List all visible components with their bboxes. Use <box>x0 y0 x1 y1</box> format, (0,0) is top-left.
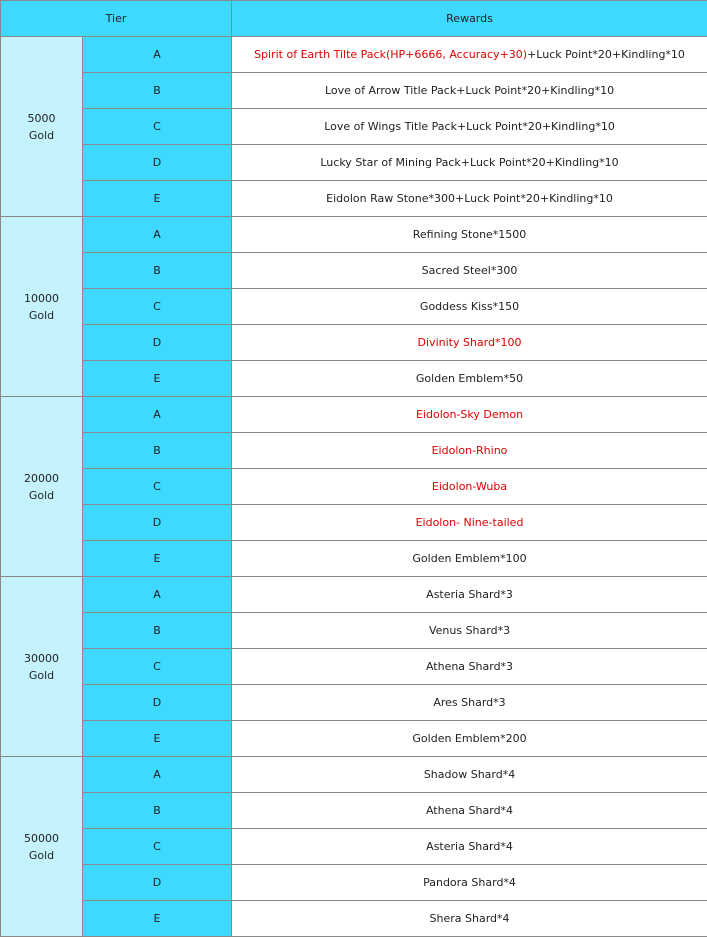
reward-text: Refining Stone*1500 <box>413 228 527 241</box>
table-row <box>1 73 707 109</box>
reward-text: Love of Wings Title Pack+Luck Point*20+Kindling*10 <box>324 120 615 133</box>
sub-tier-cell: A <box>83 757 232 793</box>
sub-tier-cell: B <box>83 793 232 829</box>
sub-tier-cell: C <box>83 109 232 145</box>
tier-unit: Gold <box>1 127 82 144</box>
tier-cell <box>1 397 83 577</box>
table-row <box>1 721 707 757</box>
reward-text: Lucky Star of Mining Pack+Luck Point*20+Kindling*10 <box>320 156 618 169</box>
sub-tier-cell: E <box>83 721 232 757</box>
table-row <box>1 397 707 433</box>
reward-text-highlight: Eidolon-Sky Demon <box>416 408 523 421</box>
reward-text-highlight: Divinity Shard*100 <box>418 336 522 349</box>
reward-cell <box>232 649 707 685</box>
table-row <box>1 217 707 253</box>
sub-tier-cell: C <box>83 289 232 325</box>
sub-tier-cell: A <box>83 577 232 613</box>
sub-tier-cell: C <box>83 469 232 505</box>
sub-tier-cell: D <box>83 865 232 901</box>
reward-text: Shadow Shard*4 <box>424 768 515 781</box>
table-row <box>1 289 707 325</box>
reward-cell <box>232 757 707 793</box>
sub-tier-cell: C <box>83 829 232 865</box>
table-body <box>1 37 707 937</box>
tier-unit: Gold <box>1 847 82 864</box>
tier-unit: Gold <box>1 667 82 684</box>
reward-cell <box>232 289 707 325</box>
table-header <box>1 1 707 37</box>
sub-tier-cell: B <box>83 253 232 289</box>
reward-text: Athena Shard*3 <box>426 660 513 673</box>
reward-cell <box>232 145 707 181</box>
reward-text: Asteria Shard*3 <box>426 588 513 601</box>
reward-text: Golden Emblem*50 <box>416 372 523 385</box>
reward-cell <box>232 577 707 613</box>
reward-cell <box>232 181 707 217</box>
sub-tier-cell: B <box>83 73 232 109</box>
tier-cell <box>1 217 83 397</box>
tier-header: Tier <box>1 1 232 37</box>
table-row <box>1 541 707 577</box>
tier-amount: 20000 <box>1 470 82 487</box>
reward-text-highlight: Spirit of Earth Tilte Pack(HP+6666, Accuracy+30) <box>254 48 527 61</box>
tier-cell <box>1 757 83 937</box>
tier-unit: Gold <box>1 487 82 504</box>
reward-text-highlight: Eidolon- Nine-tailed <box>416 516 524 529</box>
reward-text: Love of Arrow Title Pack+Luck Point*20+Kindling*10 <box>325 84 614 97</box>
reward-cell <box>232 685 707 721</box>
table-row <box>1 757 707 793</box>
sub-tier-cell: C <box>83 649 232 685</box>
reward-cell <box>232 793 707 829</box>
reward-cell <box>232 73 707 109</box>
reward-text: Pandora Shard*4 <box>423 876 516 889</box>
table-row <box>1 685 707 721</box>
table-row <box>1 613 707 649</box>
reward-cell <box>232 397 707 433</box>
tier-cell <box>1 37 83 217</box>
reward-cell <box>232 505 707 541</box>
table-row <box>1 901 707 937</box>
sub-tier-cell: B <box>83 613 232 649</box>
reward-cell <box>232 829 707 865</box>
sub-tier-cell: A <box>83 217 232 253</box>
reward-text: Athena Shard*4 <box>426 804 513 817</box>
reward-cell <box>232 721 707 757</box>
reward-cell <box>232 109 707 145</box>
sub-tier-cell: D <box>83 145 232 181</box>
tier-amount: 10000 <box>1 290 82 307</box>
reward-cell <box>232 901 707 937</box>
table-row <box>1 649 707 685</box>
reward-cell <box>232 541 707 577</box>
header-row <box>1 1 707 37</box>
reward-text: Venus Shard*3 <box>429 624 510 637</box>
reward-cell <box>232 253 707 289</box>
reward-cell <box>232 613 707 649</box>
reward-cell <box>232 37 707 73</box>
table-row <box>1 361 707 397</box>
table-row <box>1 253 707 289</box>
tier-amount: 30000 <box>1 650 82 667</box>
reward-text: Golden Emblem*100 <box>412 552 526 565</box>
table-row <box>1 793 707 829</box>
reward-cell <box>232 325 707 361</box>
table-row <box>1 433 707 469</box>
sub-tier-cell: D <box>83 325 232 361</box>
table-row <box>1 505 707 541</box>
sub-tier-cell: A <box>83 37 232 73</box>
sub-tier-cell: A <box>83 397 232 433</box>
sub-tier-cell: E <box>83 361 232 397</box>
sub-tier-cell: E <box>83 901 232 937</box>
reward-text-highlight: Eidolon-Wuba <box>432 480 507 493</box>
reward-text-highlight: Eidolon-Rhino <box>432 444 508 457</box>
reward-text: Ares Shard*3 <box>433 696 505 709</box>
reward-text: Eidolon Raw Stone*300+Luck Point*20+Kindling*10 <box>326 192 613 205</box>
table-row <box>1 469 707 505</box>
table-row <box>1 37 707 73</box>
table-row <box>1 577 707 613</box>
table-row <box>1 325 707 361</box>
reward-text: Goddess Kiss*150 <box>420 300 519 313</box>
table-row <box>1 181 707 217</box>
sub-tier-cell: E <box>83 181 232 217</box>
reward-text: Shera Shard*4 <box>430 912 510 925</box>
reward-cell <box>232 469 707 505</box>
reward-text: Sacred Steel*300 <box>422 264 518 277</box>
reward-text: Golden Emblem*200 <box>412 732 526 745</box>
reward-text: +Luck Point*20+Kindling*10 <box>527 48 685 61</box>
tier-cell <box>1 577 83 757</box>
tier-amount: 5000 <box>1 110 82 127</box>
rewards-header: Rewards <box>232 1 707 37</box>
table-row <box>1 829 707 865</box>
table-row <box>1 865 707 901</box>
reward-cell <box>232 433 707 469</box>
table-row <box>1 145 707 181</box>
table-row <box>1 109 707 145</box>
sub-tier-cell: B <box>83 433 232 469</box>
reward-text: Asteria Shard*4 <box>426 840 513 853</box>
reward-cell <box>232 865 707 901</box>
tier-unit: Gold <box>1 307 82 324</box>
sub-tier-cell: D <box>83 685 232 721</box>
sub-tier-cell: D <box>83 505 232 541</box>
reward-cell <box>232 361 707 397</box>
reward-cell <box>232 217 707 253</box>
tier-amount: 50000 <box>1 830 82 847</box>
sub-tier-cell: E <box>83 541 232 577</box>
